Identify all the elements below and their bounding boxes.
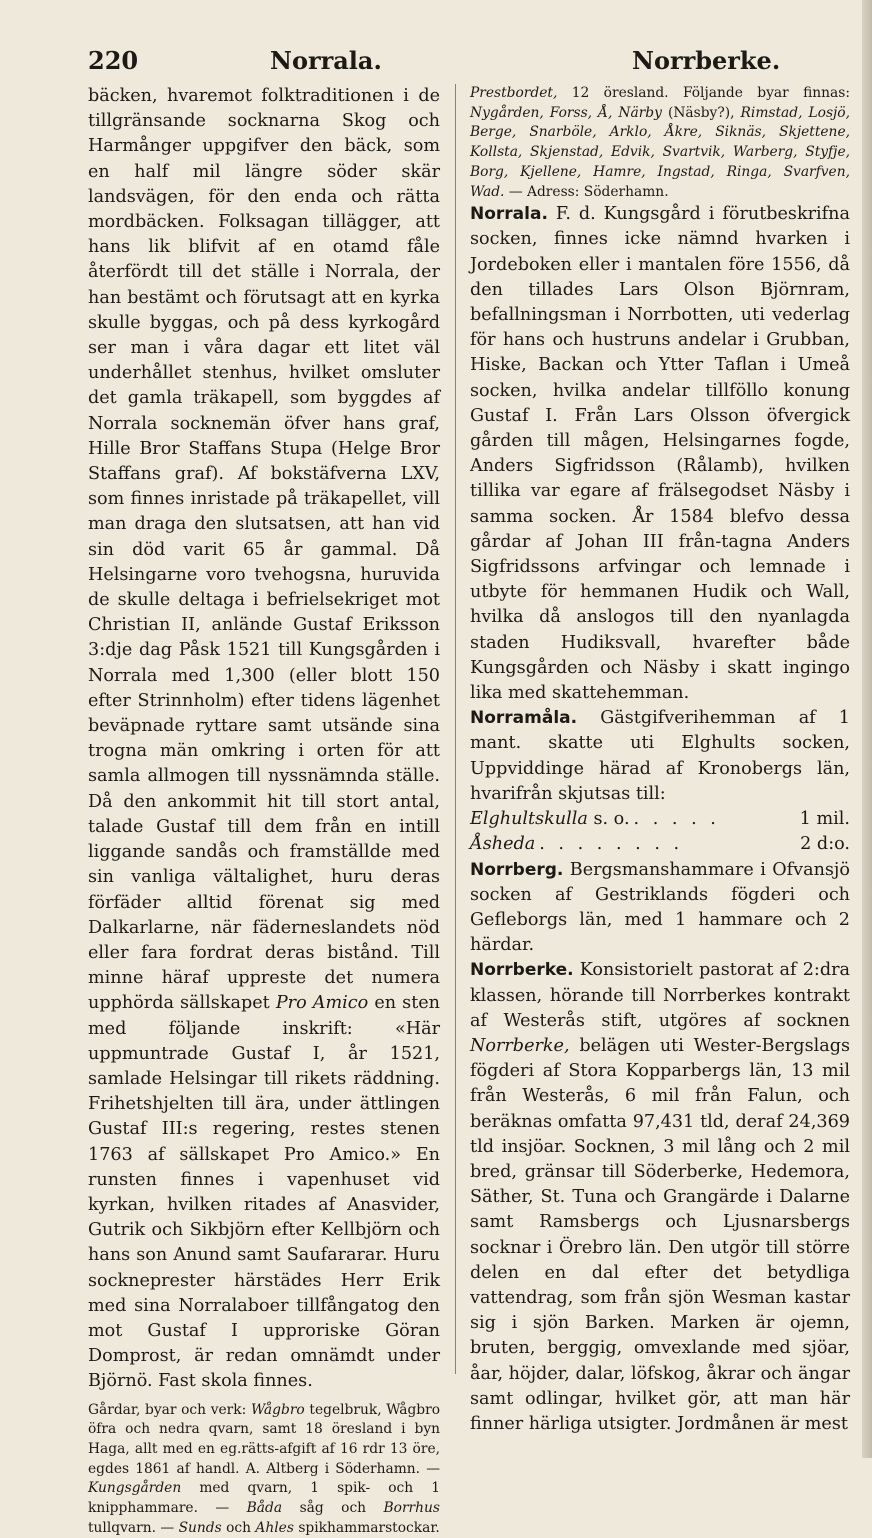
- entry-keyword: Norramåla.: [470, 708, 578, 729]
- page-number: 220: [88, 46, 139, 75]
- entry-norrala: Norrala. F. d. Kungsgård i förutbeskrifna socken, finnes icke nämnd hvarken i Jordeboken eller i mantalen före 1556, då den tillades Lars Olson Björnram, befallningsman i Norrbotten, uti vederlag för hans och hustruns andelar i Grubban, Hiske, Backan och Ytter Taflan i Umeå socken, hvilka andelar tillföllo konung Gustaf I. Från Lars Olsson öfvergick gården till mågen, Helsingarnes fogde, Anders Sigfridsson (Rålamb), hvilken tillika var egare af frälsegodset Näsby i samma socken. År 1584 blefvo dessa gårdar af Johan III från-tagna Anders Sigfridssons arfvingar och lemnade i utbyte för hemmanen Hudik och Wall, hvilka då anslogos till den nyanlagda staden Hudiksvall, hvarefter både Kungsgården och Näsby i skatt ingingo lika med skattehemman.: [470, 204, 850, 704]
- distance-row: Åsheda . . . . . . . . 2 d:o.: [470, 834, 850, 855]
- right-column: [470, 84, 850, 1437]
- entry-norrberke: Norrberke. Konsistorielt pastorat af 2:dra klassen, hörande till Norrberkes kontrakt af Westerås stift, utgöres af socknen Norrberke, belägen uti Wester-Bergslags fögderi af Stora Kopparbergs län, 13 mil från Westerås, 6 mil från Falun, och beräknas omfatta 97,431 tld, deraf 24,369 tld insjöar. Socknen, 3 mil lång och 2 mil bred, gränsar till Söderberke, Hedemora, Säther, St. Tuna och Grangärde i Dalarne samt Ramsbergs och Ljusnarsbergs socknar i Örebro län. Den utgör till större delen en dal efter det betydliga vattendrag, som från sjön Wesman kastar sig i sjön Barken. Marken är ojemn, bruten, berggig, omvexlande med sjöar, åar, höjder, dalar, löfskog, åkrar och ängar samt odlingar, hvilket gör, att man här finner härliga utsigter. Jordmånen är mest: [470, 960, 850, 1434]
- villages-note: Prestbordet, 12 öresland. Följande byar finnas: Nygården, Forss, Å, Närby (Näsby?), Rimstad, Losjö, Berge, Snarböle, Arklo, Åkre, Siknäs, Skjettene, Kollsta, Skjenstad, Edvik, Svartvik, Warberg, Styfje, Borg, Kjellene, Hamre, Ingstad, Ringa, Svarfven, Wad. — Adress: Söderhamn.: [470, 85, 851, 200]
- entry-norramala: Norramåla. Gästgifverihemman af 1 mant. skatte uti Elghults socken, Uppviddinge härad af Kronobergs län, hvarifrån skjutsas till:: [470, 708, 851, 804]
- norrala-continued-paragraph: bäcken, hvaremot folktraditionen i de tillgränsande socknarna Skog och Harmånger uppgifver den bäck, som en half mil längre söder skär landsvägen, för den enda och rätta mordbäcken. Folksagan tillägger, att hans lik blifvit af en otamd fåle återfördt till det ställe i Norrala, der han bestämt och förutsagt att en kyrka skulle byggas, och på dess kyrkogård ser man i våra dagar ett litet väl underhållet stenhus, hvilket omsluter det gamla träkapell, som byggdes af Norrala socknemän öfver hans graf, Hille Bror Staffans Stupa (Helge Bror Staffans graf). Af bokstäfverna LXV, som finnes inristade på träkapellet, vill man draga den slutsatsen, att han vid sin död varit 65 år gammal. Då Helsingarne voro tvehogsna, huruvida de skulle deltaga i befrielsekriget mot Christian II, anlände Gustaf Eriksson 3:dje dag Påsk 1521 till Kungsgården i Norrala med 1,300 (eller blott 150 efter Strinnholm) efter tidens lägenhet beväpnade ryttare samt utsände sina trogna män omkring i orten för att samla allmogen till nyssnämnda ställe. Då den ankommit hit till stort antal, talade Gustaf till dem från en intill liggande sandås och framställde med sin vanliga vältalighet, huru deras förfäder alltid förenat sig med Dalkarlarne, när fäderneslandets nöd eller fara fordrat deras bistånd. Till minne häraf uppreste det numera upphörda sällskapet Pro Amico en sten med följande inskrift: «Här uppmuntrade Gustaf I, år 1521, samlade Helsingar till rikets räddning. Frihetshjelten till ära, under ättlingen Gustaf III:s regering, restes stenen 1763 af sällskapet Pro Amico.» En runsten finnes i vapenhuset vid kyrkan, hvilken ritades af Anasvider, Gutrik och Sikbjörn efter Kellbjörn och hans son Anund samt Saufararar. Huru sockneprester härstädes Herr Erik med sina Norralaboer tillfångatog den mot Gustaf I upproriske Göran Domprost, är redan omnämdt under Björnö. Fast skola finnes.: [88, 86, 441, 1392]
- left-column: [88, 84, 440, 1538]
- farms-note: Gårdar, byar och verk: Wågbro tegelbruk, Wågbro öfra och nedra qvarn, samt 18 öresland i byn Haga, allt med en eg.rätts-afgift af 16 rdr 13 öre, egdes 1861 af handl. A. Altberg i Söderhamn. — Kungsgården med qvarn, 1 spik- och 1 knipphammare. — Båda såg och Borrhus tullqvarn. — Sunds och Ahles spikhammarstockar.: [88, 1401, 441, 1536]
- distance-row: Elghultskulla s. o. . . . . . 1 mil.: [470, 809, 850, 830]
- running-header: [0, 38, 872, 78]
- left-heading: Norrala.: [270, 46, 382, 75]
- entry-keyword: Norrala.: [470, 204, 548, 225]
- entry-keyword: Norrberke.: [470, 960, 574, 981]
- page-edge-shadow: [862, 0, 872, 1458]
- right-heading: Norrberke.: [632, 46, 781, 75]
- entry-norrberg: Norrberg. Bergsmanshammare i Ofvansjö socken af Gestriklands fögderi och Gefleborgs län, med 1 hammare och 2 härdar.: [470, 859, 850, 956]
- entry-keyword: Norrberg.: [470, 859, 564, 880]
- column-divider: [455, 84, 456, 1374]
